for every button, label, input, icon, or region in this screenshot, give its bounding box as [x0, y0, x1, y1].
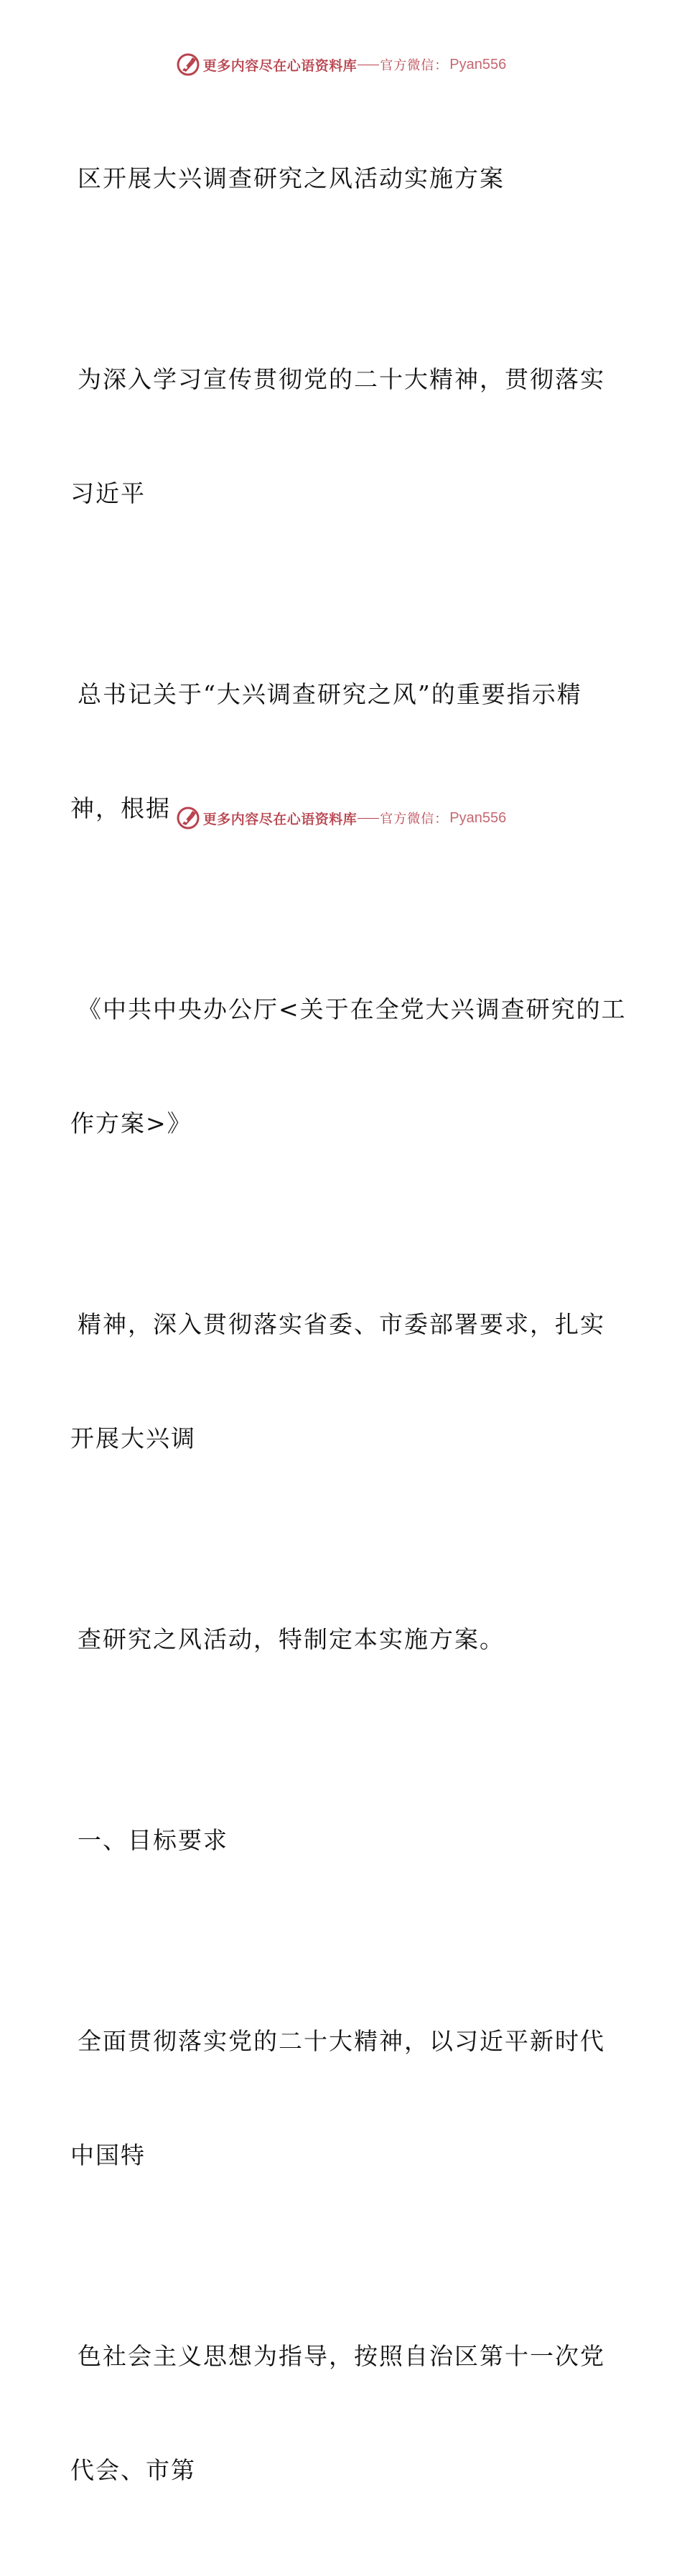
watermark-wechat-label: 官方微信：: [380, 58, 449, 73]
paragraph-line: 开展大兴调: [70, 1424, 196, 1452]
paragraph-line: 为深入学习宣传贯彻党的二十大精神，贯彻落实: [78, 365, 605, 393]
watermark-wechat-id: Pyan556: [449, 809, 507, 826]
paragraph-line: 代会、市第: [70, 2456, 196, 2484]
paragraph-line: 总书记关于“大兴调查研究之风”的重要指示精: [78, 680, 582, 708]
paragraph: [70, 1946, 616, 2250]
watermark-wechat-id: Pyan556: [449, 56, 507, 72]
header-watermark: [0, 50, 682, 79]
paragraph-line: 作方案>》: [70, 1109, 192, 1137]
watermark-brand-text: 更多内容尽在心语资料库: [202, 811, 358, 827]
paragraph-line: 神，根据: [70, 794, 171, 822]
watermark-brand-text: 更多内容尽在心语资料库: [202, 57, 358, 74]
document-body: [70, 83, 627, 2576]
pen-nib-logo-icon: [176, 806, 200, 830]
paragraph-line: 习近平: [70, 479, 146, 507]
paragraph: [70, 914, 627, 1218]
paragraph-line: 精神，深入贯彻落实省委、市委部署要求，扎实: [78, 1310, 605, 1338]
watermark-dash: [358, 818, 379, 819]
paragraph-line: 查研究之风活动，特制定本实施方案。: [78, 1625, 505, 1653]
paragraph: [70, 83, 616, 273]
paragraph-line: 色社会主义思想为指导，按照自治区第十一次党: [78, 2342, 605, 2370]
paragraph-line: 《中共中央办公厅<关于在全党大兴调查研究的工: [78, 995, 627, 1023]
footer-watermark: [0, 804, 682, 832]
paragraph: [70, 1544, 616, 1734]
paragraph: [70, 284, 616, 588]
paragraph-line: 全面贯彻落实党的二十大精神，以习近平新时代: [78, 2027, 605, 2055]
paragraph-line: 区开展大兴调查研究之风活动实施方案: [78, 164, 505, 192]
paragraph: [70, 1229, 616, 1533]
section-heading-text: 一、目标要求: [78, 1826, 228, 1854]
pen-nib-logo-icon: [176, 52, 200, 77]
paragraph: [70, 2261, 616, 2565]
watermark-wechat-label: 官方微信：: [380, 812, 449, 827]
section-heading: [70, 1745, 616, 1935]
paragraph: [70, 599, 616, 903]
paragraph-line: 中国特: [70, 2141, 146, 2169]
